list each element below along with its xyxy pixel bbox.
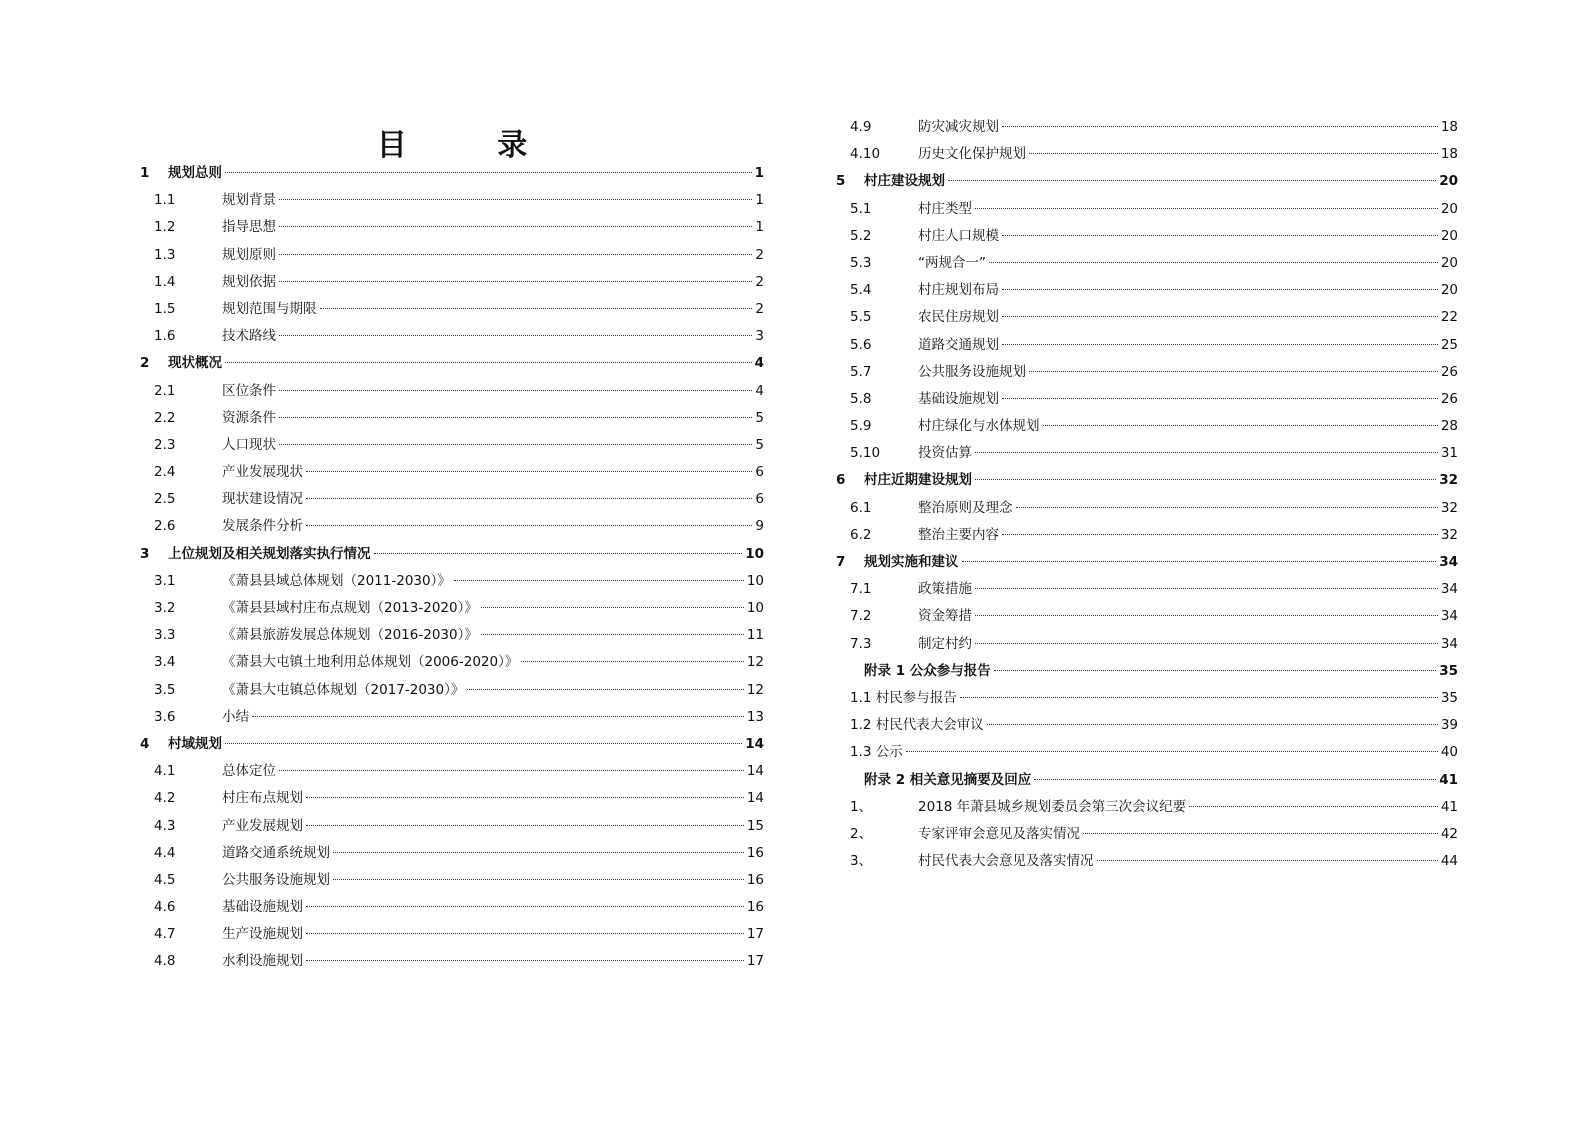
toc-entry-number: 4.10 [850,146,881,163]
toc-entry[interactable] [836,359,1458,386]
toc-entry[interactable] [140,731,764,758]
toc-entry-number: 4.3 [154,817,176,834]
toc-entry[interactable] [140,813,764,840]
toc-entry-number: 6.2 [850,526,872,543]
toc-entry-title: 村庄类型 [918,200,972,217]
toc-entry-page: 1 [755,192,764,209]
dot-leader [1083,833,1438,834]
toc-entry-page: 20 [1440,200,1458,217]
toc-entry-page: 10 [745,545,764,562]
toc-entry-page: 2 [755,273,764,290]
toc-entry[interactable] [836,848,1458,875]
toc-entry-title: 公共服务设施规划 [918,363,1026,380]
toc-entry[interactable] [140,649,764,676]
toc-entry[interactable] [140,921,764,948]
toc-entry-title: 《萧县旅游发展总体规划（2016-2030）》 [222,627,478,644]
toc-entry[interactable] [836,168,1458,195]
dot-leader [987,724,1438,725]
toc-entry-number: 3.2 [154,600,176,616]
toc-entry-title: 整治原则及理念 [918,499,1013,516]
toc-entry-page: 31 [1440,445,1458,462]
dot-leader [521,661,743,662]
toc-entry-title: 村庄建设规划 [864,173,945,190]
toc-entry-title: 规划范围与期限 [222,300,317,317]
dot-leader [279,199,752,200]
toc-entry-number: 3 [140,545,150,562]
toc-entry-page: 22 [1440,309,1458,326]
toc-entry-number: 5.3 [850,254,872,271]
dot-leader [1189,806,1438,807]
toc-entry-page: 1 [754,165,764,181]
toc-entry-title: 资金筹措 [918,608,972,625]
toc-entry-page: 34 [1440,608,1458,625]
toc-entry-page: 12 [746,681,764,698]
toc-entry[interactable] [836,794,1458,821]
toc-entry-number: 5.4 [850,282,872,299]
toc-entry[interactable] [836,739,1458,766]
toc-entry[interactable] [836,277,1458,304]
toc-entry-page: 6 [755,464,764,481]
toc-right-column [836,114,1458,875]
dot-leader [975,208,1438,209]
toc-entry-number: 1.1 [154,192,176,209]
toc-entry[interactable] [836,413,1458,440]
toc-entry-title: 附录 2 相关意见摘要及回应 [864,771,1032,788]
dot-leader [1002,398,1438,399]
toc-left-column [140,160,764,976]
toc-entry-page: 4 [754,355,764,372]
toc-entry-page: 5 [755,436,764,453]
dot-leader [279,417,752,418]
dot-leader [906,751,1438,752]
toc-entry-page: 41 [1440,798,1458,815]
toc-entry-number: 4.9 [850,119,872,135]
toc-entry-number: 3.6 [154,708,176,725]
toc-entry[interactable] [836,332,1458,359]
toc-entry[interactable] [140,948,764,975]
toc-entry-title: 生产设施规划 [222,926,303,943]
toc-entry[interactable] [836,304,1458,331]
toc-entry-title: 人口现状 [222,436,276,453]
toc-entry-title: 上位规划及相关规划落实执行情况 [168,545,371,562]
dot-leader [1002,126,1438,127]
toc-entry-title: 规划依据 [222,273,276,290]
toc-entry-title: 发展条件分析 [222,518,303,535]
dot-leader [279,281,752,282]
toc-entry-page: 18 [1440,146,1458,163]
toc-entry-page: 44 [1440,853,1458,870]
dot-leader [279,444,752,445]
toc-entry-title: 村庄绿化与水体规划 [918,418,1040,435]
dot-leader [279,770,744,771]
toc-entry[interactable] [140,622,764,649]
toc-entry-title: 总体定位 [222,763,276,780]
toc-entry-number: 7.2 [850,608,872,625]
toc-entry-page: 16 [746,899,764,916]
toc-entry[interactable] [836,223,1458,250]
toc-entry[interactable] [140,867,764,894]
toc-entry[interactable] [140,785,764,812]
toc-entry-title: 规划背景 [222,192,276,209]
toc-entry-number: 4 [140,735,150,752]
toc-entry-title: 道路交通系统规划 [222,844,330,861]
toc-entry-title: 规划实施和建议 [864,554,959,570]
toc-entry-page: 26 [1440,363,1458,380]
dot-leader [1002,235,1438,236]
toc-entry[interactable] [140,160,764,187]
toc-entry-page: 13 [746,708,764,725]
toc-entry-number: 5.7 [850,363,872,380]
toc-entry-title: 投资估算 [918,445,972,462]
toc-entry-title: 专家评审会意见及落实情况 [918,825,1080,842]
toc-entry-page: 16 [746,844,764,861]
toc-entry[interactable] [836,685,1458,712]
toc-entry[interactable] [140,894,764,921]
toc-entry-number: 4.4 [154,844,176,861]
toc-entry[interactable] [836,250,1458,277]
dot-leader [333,879,744,880]
toc-entry-number: 2.4 [154,464,176,481]
toc-entry-page: 20 [1439,173,1458,190]
toc-entry-page: 5 [755,409,764,426]
toc-entry[interactable] [140,595,764,622]
toc-entry[interactable] [836,767,1458,794]
toc-entry-title: 道路交通规划 [918,336,999,353]
toc-entry-page: 2 [755,300,764,317]
toc-entry[interactable] [836,440,1458,467]
toc-entry-number: 5.8 [850,390,872,407]
toc-entry-page: 17 [746,926,764,943]
dot-leader [225,743,742,744]
toc-entry[interactable] [140,568,764,595]
toc-entry-number: 6.1 [850,499,872,516]
toc-entry-title: 规划总则 [168,165,222,181]
toc-entry-number: 3.3 [154,627,176,644]
toc-entry-number: 7.3 [850,635,872,652]
dot-leader [1029,371,1438,372]
toc-entry-page: 18 [1440,119,1458,135]
toc-entry-number: 5.1 [850,200,872,217]
toc-entry-title: 防灾减灾规划 [918,119,999,135]
toc-entry-page: 14 [745,735,764,752]
toc-entry-title: 1.3 公示 [850,744,903,761]
toc-entry[interactable] [140,214,764,241]
toc-entry-number: 3.1 [154,572,176,589]
dot-leader [975,452,1438,453]
toc-entry[interactable] [140,323,764,350]
toc-entry-number: 5 [836,173,846,190]
toc-entry-title: 历史文化保护规划 [918,146,1026,163]
toc-entry-page: 4 [755,382,764,399]
toc-entry-title: 资源条件 [222,409,276,426]
toc-entry-page: 10 [746,572,764,589]
toc-entry-page: 12 [746,654,764,671]
toc-entry-page: 3 [755,328,764,345]
toc-entry-title: 现状概况 [168,355,222,372]
dot-leader [481,634,744,635]
toc-entry-page: 17 [746,953,764,970]
dot-leader [481,607,744,608]
dot-leader [279,390,752,391]
toc-entry-number: 4.2 [154,790,176,807]
toc-entry-page: 32 [1439,472,1458,489]
toc-entry-page: 16 [746,871,764,888]
toc-entry[interactable] [836,821,1458,848]
toc-entry[interactable] [836,603,1458,630]
dot-leader [994,670,1436,671]
toc-entry-title: 《萧县县域村庄布点规划（2013-2020）》 [222,600,478,616]
toc-entry-number: 1.4 [154,273,176,290]
toc-entry-title: 2018 年萧县城乡规划委员会第三次会议纪要 [918,798,1187,815]
toc-entry-number: 1.2 [154,219,176,236]
dot-leader [306,525,752,526]
toc-entry[interactable] [836,386,1458,413]
toc-entry-page: 42 [1440,825,1458,842]
toc-entry[interactable] [140,486,764,513]
page-title: 目 录 [376,128,568,163]
dot-leader [279,335,752,336]
toc-entry-page: 2 [755,246,764,263]
dot-leader [1002,316,1438,317]
toc-entry-title: 村民代表大会意见及落实情况 [918,853,1094,870]
dot-leader [960,697,1438,698]
toc-entry-title: 《萧县大屯镇总体规划（2017-2030）》 [222,681,465,698]
toc-entry-title: 指导思想 [222,219,276,236]
toc-entry-number: 1.6 [154,328,176,345]
toc-entry-title: 《萧县大屯镇土地利用总体规划（2006-2020）》 [222,654,519,671]
toc-entry-page: 41 [1439,771,1458,788]
dot-leader [225,362,752,363]
toc-entry-page: 28 [1440,418,1458,435]
toc-entry-title: “两规合一” [918,254,986,271]
toc-entry-number: 2.5 [154,491,176,508]
toc-entry-title: 基础设施规划 [918,390,999,407]
toc-entry-page: 20 [1440,254,1458,271]
toc-entry-number: 4.5 [154,871,176,888]
toc-entry[interactable] [836,522,1458,549]
toc-entry-page: 14 [746,763,764,780]
toc-entry-title: 基础设施规划 [222,899,303,916]
toc-entry-page: 25 [1440,336,1458,353]
dot-leader [1002,344,1438,345]
toc-entry-page: 39 [1440,717,1458,734]
toc-entry-title: 1.2 村民代表大会审议 [850,717,984,734]
toc-entry-page: 35 [1440,689,1458,706]
toc-entry-page: 40 [1440,744,1458,761]
dot-leader [975,615,1438,616]
toc-entry[interactable] [140,187,764,214]
toc-entry-title: 村域规划 [168,735,222,752]
toc-entry-title: 技术路线 [222,328,276,345]
toc-entry[interactable] [836,114,1458,141]
toc-entry-number: 4.6 [154,899,176,916]
toc-entry-number: 5.10 [850,445,881,462]
toc-entry-page: 10 [746,600,764,616]
toc-entry[interactable] [836,658,1458,685]
dot-leader [306,906,744,907]
toc-entry-title: 整治主要内容 [918,526,999,543]
toc-entry-title: 村庄人口规模 [918,227,999,244]
toc-entry-title: 区位条件 [222,382,276,399]
toc-entry-title: 产业发展规划 [222,817,303,834]
toc-entry[interactable] [140,432,764,459]
dot-leader [948,180,1436,181]
dot-leader [225,172,752,173]
toc-entry[interactable] [836,576,1458,603]
dot-leader [320,308,753,309]
toc-entry[interactable] [140,513,764,540]
toc-entry-number: 3.5 [154,681,176,698]
dot-leader [333,852,744,853]
toc-entry-number: 1 [140,165,150,181]
toc-entry-number: 2.3 [154,436,176,453]
toc-entry-title: 1.1 村民参与报告 [850,689,957,706]
toc-entry[interactable] [836,467,1458,494]
toc-entry[interactable] [140,296,764,323]
toc-entry-title: 村庄规划布局 [918,282,999,299]
toc-entry[interactable] [836,196,1458,223]
toc-entry[interactable] [140,242,764,269]
toc-entry-page: 14 [746,790,764,807]
toc-entry-title: 村庄近期建设规划 [864,472,972,489]
toc-entry-page: 11 [746,627,764,644]
toc-entry-number: 1.3 [154,246,176,263]
toc-entry[interactable] [140,840,764,867]
toc-entry-title: 产业发展现状 [222,464,303,481]
dot-leader [1097,860,1438,861]
dot-leader [252,716,744,717]
toc-entry-number: 3.4 [154,654,176,671]
toc-entry-number: 5.2 [850,227,872,244]
toc-entry-page: 6 [755,491,764,508]
toc-entry-page: 20 [1440,227,1458,244]
toc-entry[interactable] [140,758,764,785]
toc-entry[interactable] [140,350,764,377]
toc-entry-page: 34 [1440,581,1458,598]
toc-entry[interactable] [836,549,1458,576]
dot-leader [1043,425,1438,426]
toc-entry-number: 7.1 [850,581,872,598]
toc-entry-title: 小结 [222,708,249,725]
toc-entry-page: 32 [1440,526,1458,543]
dot-leader [1029,153,1438,154]
dot-leader [306,825,744,826]
dot-leader [306,498,752,499]
toc-entry-number: 5.6 [850,336,872,353]
toc-entry-title: 政策措施 [918,581,972,598]
dot-leader [306,471,752,472]
toc-entry-number: 7 [836,554,846,570]
toc-entry-page: 9 [755,518,764,535]
toc-entry-number: 3、 [850,853,873,870]
toc-entry-number: 2.2 [154,409,176,426]
toc-entry-title: 水利设施规划 [222,953,303,970]
toc-entry-page: 20 [1440,282,1458,299]
toc-entry-number: 4.1 [154,763,176,780]
dot-leader [1016,507,1438,508]
toc-entry-number: 5.5 [850,309,872,326]
toc-entry-page: 34 [1439,554,1458,570]
dot-leader [374,553,743,554]
dot-leader [962,561,1437,562]
toc-entry[interactable] [140,677,764,704]
dot-leader [989,262,1438,263]
toc-entry-page: 15 [746,817,764,834]
toc-entry-number: 5.9 [850,418,872,435]
dot-leader [1034,779,1436,780]
toc-entry-page: 26 [1440,390,1458,407]
toc-entry-number: 2 [140,355,150,372]
toc-entry-title: 农民住房规划 [918,309,999,326]
dot-leader [306,933,744,934]
toc-entry-title: 制定村约 [918,635,972,652]
toc-entry-title: 附录 1 公众参与报告 [864,662,991,679]
toc-entry[interactable] [836,631,1458,658]
dot-leader [467,689,743,690]
dot-leader [454,580,744,581]
toc-entry[interactable] [836,141,1458,168]
toc-entry[interactable] [140,459,764,486]
dot-leader [1002,289,1438,290]
toc-entry-number: 2.1 [154,382,176,399]
toc-entry-number: 4.7 [154,926,176,943]
dot-leader [975,588,1438,589]
toc-entry-title: 《萧县县域总体规划（2011-2030）》 [222,572,451,589]
toc-entry-page: 32 [1440,499,1458,516]
toc-entry-number: 2.6 [154,518,176,535]
toc-entry-number: 4.8 [154,953,176,970]
toc-entry-number: 6 [836,472,846,489]
dot-leader [279,254,752,255]
toc-entry-page: 35 [1439,662,1458,679]
toc-entry[interactable] [140,378,764,405]
toc-entry-title: 公共服务设施规划 [222,871,330,888]
toc-entry-page: 34 [1440,635,1458,652]
dot-leader [975,643,1438,644]
toc-entry-page: 1 [755,219,764,236]
toc-entry[interactable] [140,704,764,731]
toc-entry-title: 规划原则 [222,246,276,263]
toc-entry[interactable] [140,541,764,568]
dot-leader [1002,534,1438,535]
toc-entry[interactable] [140,405,764,432]
toc-entry-number: 1、 [850,798,873,815]
dot-leader [306,797,744,798]
dot-leader [279,226,752,227]
dot-leader [975,479,1436,480]
toc-entry-number: 2、 [850,825,873,842]
toc-entry-title: 村庄布点规划 [222,790,303,807]
toc-entry[interactable] [836,495,1458,522]
dot-leader [306,960,744,961]
toc-entry[interactable] [140,269,764,296]
toc-entry[interactable] [836,712,1458,739]
toc-entry-number: 1.5 [154,300,176,317]
toc-entry-title: 现状建设情况 [222,491,303,508]
